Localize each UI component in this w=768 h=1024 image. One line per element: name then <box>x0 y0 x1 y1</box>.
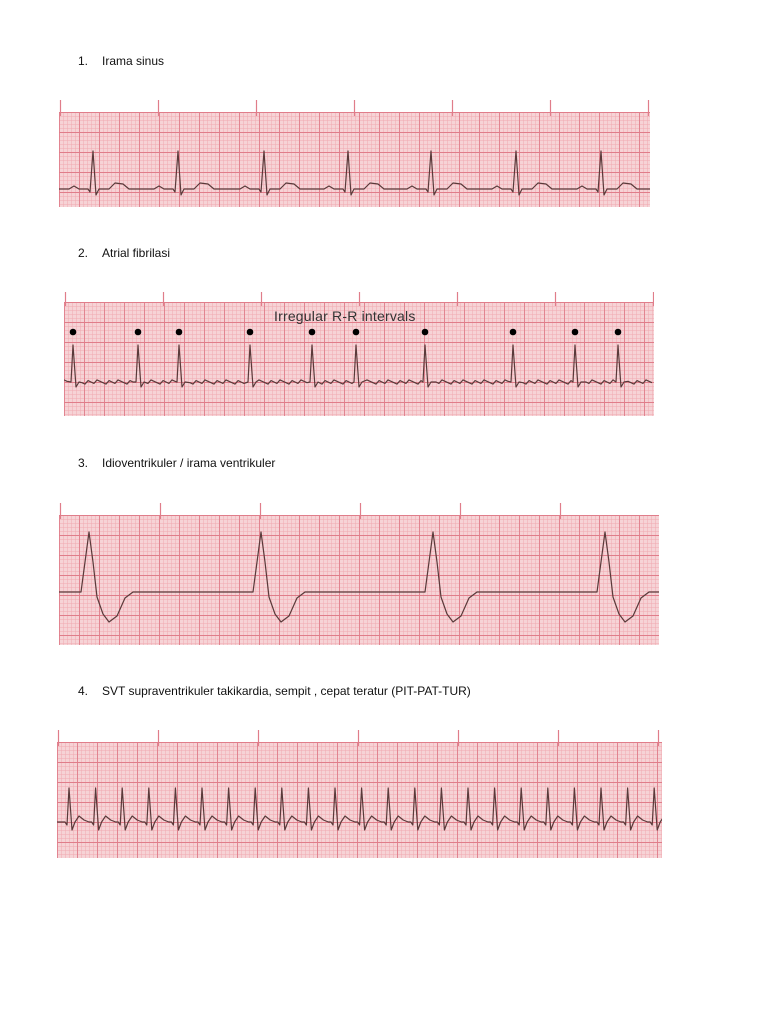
ecg-strip-svt <box>57 730 662 858</box>
item-4-label <box>78 684 471 698</box>
ecg-strip-sinus <box>59 100 650 207</box>
item-3-title: Idioventrikuler / irama ventrikuler <box>102 456 276 470</box>
item-1-title: Irama sinus <box>102 54 165 68</box>
r-wave-marker <box>353 329 360 336</box>
r-wave-marker <box>510 329 517 336</box>
r-wave-marker <box>422 329 429 336</box>
item-2-label <box>78 246 170 260</box>
item-2-number: 2. <box>78 246 89 260</box>
ecg-strip-idioventricular <box>59 503 659 645</box>
r-wave-marker <box>615 329 622 336</box>
r-wave-marker <box>70 329 77 336</box>
r-wave-marker <box>135 329 142 336</box>
r-wave-marker <box>176 329 183 336</box>
ecg-strip-sinus-svg <box>59 100 650 207</box>
r-wave-marker <box>572 329 579 336</box>
r-wave-marker <box>247 329 254 336</box>
item-4-title: SVT supraventrikuler takikardia, sempit , cepat teratur (PIT-PAT-TUR) <box>102 684 471 698</box>
r-wave-marker <box>309 329 316 336</box>
ecg-strip-svt-svg <box>57 730 662 858</box>
item-1-number: 1. <box>78 54 89 68</box>
item-1-label <box>78 54 164 68</box>
grid-background <box>59 515 659 645</box>
item-3-number: 3. <box>78 456 89 470</box>
item-3-label <box>78 456 275 470</box>
af-annotation: Irregular R-R intervals <box>274 308 416 324</box>
item-2-title: Atrial fibrilasi <box>102 246 171 260</box>
ecg-strip-idioventricular-svg <box>59 503 659 645</box>
item-4-number: 4. <box>78 684 89 698</box>
